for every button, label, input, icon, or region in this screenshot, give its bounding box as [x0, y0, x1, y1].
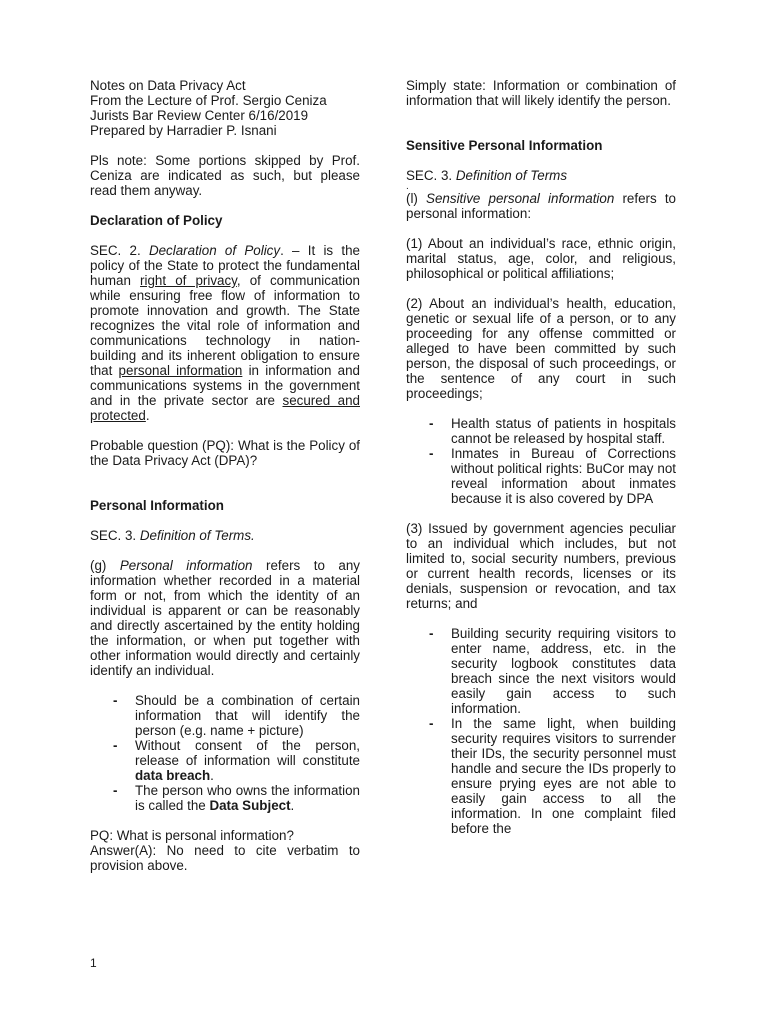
sensitive-bullets-1	[406, 416, 676, 506]
sensitive-bullets-2	[406, 626, 676, 836]
personal-info-bullets	[90, 693, 360, 813]
policy-paragraph: SEC. 2. Declaration of Policy. – It is the policy of the State to protect the fundamental human right of privacy, of communication while ensuring free flow of information to promote innovation and growth. The State recognizes the vital role of information and communications technology in nation-building and its inherent obligation to ensure that personal information in information and communications systems in the government and in the private sector are secured and protected.	[90, 243, 361, 423]
header-line: From the Lecture of Prof. Sergio Ceniza	[90, 93, 327, 108]
policy-heading: Declaration of Policy	[90, 213, 223, 228]
probable-question-2: PQ: What is personal information?	[90, 828, 294, 843]
page-number: 1	[90, 956, 97, 970]
list-item: - Should be a combination of certain information that will identify the person (e.g. name + picture)	[135, 693, 360, 738]
definition-l: (l) Sensitive personal information refers to personal information:	[406, 191, 676, 221]
list-item: - Inmates in Bureau of Corrections without political rights: BuCor may not reveal information about inmates because it is also covered by DPA	[451, 446, 676, 506]
header-line: Jurists Bar Review Center 6/16/2019	[90, 108, 309, 123]
item-1: (1) About an individual’s race, ethnic origin, marital status, age, color, and religious, philosophical or political affiliations;	[406, 236, 676, 281]
answer-paragraph: Answer(A): No need to cite verbatim to provision above.	[90, 843, 360, 873]
section-3-line: SEC. 3. Definition of Terms	[406, 168, 568, 183]
definition-g: (g) Personal information refers to any information whether recorded in a material form or not, from which the identity of an individual is apparent or can be reasonably and directly ascertained by the entity holding the information, or when put together with other information would directly and certainly identify an individual.	[90, 558, 360, 678]
header-line: Prepared by Harradier P. Isnani	[90, 123, 277, 138]
left-column	[90, 78, 360, 873]
sensitive-information-heading: Sensitive Personal Information	[406, 138, 603, 153]
item-3: (3) Issued by government agencies peculiar to an individual which includes, but not limited to, social security numbers, previous or current health records, licenses or its denials, suspension or revocation, and tax returns; and	[406, 521, 676, 611]
list-item: - The person who owns the information is called the Data Subject.	[135, 783, 360, 813]
note-paragraph: Pls note: Some portions skipped by Prof. Ceniza are indicated as such, but please read them anyway.	[90, 153, 360, 198]
section-3-line: SEC. 3. Definition of Terms.	[90, 528, 255, 543]
list-item: - Without consent of the person, release of information will constitute data breach.	[135, 738, 360, 783]
header-line: Notes on Data Privacy Act	[90, 78, 246, 93]
simply-state-paragraph: Simply state: Information or combination of information that will likely identify the person.	[406, 78, 676, 108]
list-item: - Health status of patients in hospitals cannot be released by hospital staff.	[451, 416, 676, 446]
list-item: - In the same light, when building security requires visitors to surrender their IDs, the security personnel must handle and secure the IDs properly to ensure prying eyes are not able to easily gain access to all the information. In one complaint filed before the	[451, 716, 676, 836]
stray-dot: .	[406, 181, 409, 192]
list-item: - Building security requiring visitors to enter name, address, etc. in the security logbook constitutes data breach since the next visitors would easily gain access to such information.	[451, 626, 676, 716]
item-2: (2) About an individual’s health, education, genetic or sexual life of a person, or to any proceeding for any offense committed or alleged to have been committed by such person, the disposal of such proceedings, or the sentence of any court in such proceedings;	[406, 296, 676, 401]
personal-information-heading: Personal Information	[90, 498, 224, 513]
right-column	[406, 78, 676, 836]
probable-question: Probable question (PQ): What is the Policy of the Data Privacy Act (DPA)?	[90, 438, 360, 468]
